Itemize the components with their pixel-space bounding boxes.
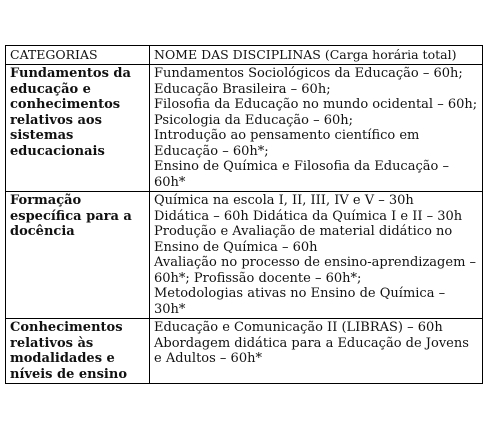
discipline-item: Didática – 60h Didática da Química I e II – 30h <box>154 208 463 224</box>
table-row <box>6 319 483 384</box>
disciplines-cell <box>150 65 483 192</box>
discipline-item: Produção e Avaliação de material didático no Ensino de Química – 60h <box>154 224 453 255</box>
table-row <box>6 192 483 319</box>
discipline-item: Ensino de Química e Filosofia da Educação – 60h* <box>154 159 449 190</box>
discipline-item: Química na escola I, II, III, IV e V – 30h <box>154 193 414 208</box>
discipline-item: Educação Brasileira – 60h; <box>154 81 331 97</box>
discipline-item: Educação e Comunicação II (LIBRAS) – 60h <box>154 320 443 335</box>
disciplines-cell <box>150 192 483 319</box>
disciplines-table <box>5 45 483 384</box>
discipline-item: Abordagem didática para a Educação de Jovens e Adultos – 60h* <box>154 335 469 366</box>
discipline-item: Fundamentos Sociológicos da Educação – 60h; <box>154 66 463 81</box>
header-categories: CATEGORIAS <box>6 46 150 65</box>
discipline-item: Avaliação no processo de ensino-aprendizagem – 60h*; Profissão docente – 60h*; <box>154 255 477 286</box>
table-row <box>6 65 483 192</box>
discipline-item: Metodologias ativas no Ensino de Química – 30h* <box>154 286 446 317</box>
disciplines-cell <box>150 319 483 384</box>
discipline-item: Filosofia da Educação no mundo ocidental – 60h; Psicologia da Educação – 60h; <box>154 97 478 128</box>
category-cell: Fundamentos da educação e conhecimentos relativos aos sistemas educacionais <box>6 65 150 192</box>
discipline-item: Introdução ao pensamento científico em Educação – 60h*; <box>154 128 420 159</box>
header-disciplines: NOME DAS DISCIPLINAS (Carga horária total) <box>150 46 483 65</box>
table-header-row <box>6 46 483 65</box>
category-cell: Formação específica para a docência <box>6 192 150 319</box>
category-cell: Conhecimentos relativos às modalidades e níveis de ensino <box>6 319 150 384</box>
